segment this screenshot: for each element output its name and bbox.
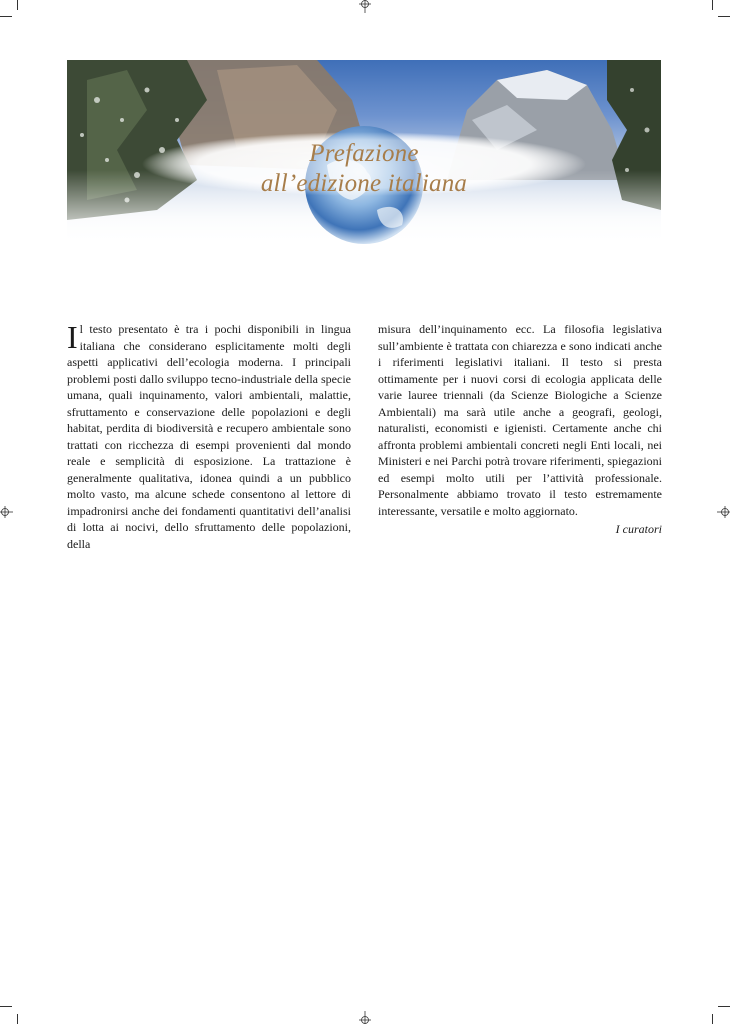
crop-mark <box>712 0 713 10</box>
drop-cap: I <box>67 319 78 355</box>
signature: I curatori <box>615 522 662 536</box>
crop-mark <box>718 16 730 17</box>
crop-mark <box>17 0 18 10</box>
paragraph-left: l testo presentato è tra i pochi disponibili in lingua italiana che considerano esplicitamente molti degli aspetti applicativi dell’ecologia moderna. I principali problemi posti dallo sviluppo tecno-industriale della specie umana, quali inquinamento, valori ambientali, malattie, sfruttamento e conservazione delle popolazioni e degli habitat, perdita di biodiversità e recupero ambientale sono trattati con ricchezza di esempi provenienti dal mondo reale e semplicità di esposizione. La trattazione è generalmente qualitativa, idonea quindi a un pubblico molto vasto, ma alcune schede consentono al lettore di impadronirsi anche dei fondamenti quantitativi dell’analisi di lotta ai nocivi, dello sfruttamento delle popolazioni, della <box>67 322 351 551</box>
header-banner <box>67 60 661 246</box>
text-column-left <box>67 321 351 552</box>
crop-mark <box>0 1006 12 1007</box>
text-column-right <box>378 321 662 538</box>
crop-mark <box>0 16 12 17</box>
crop-mark <box>712 1014 713 1024</box>
paragraph-right: misura dell’inquinamento ecc. La filosofia legislativa sull’ambiente è trattata con chiarezza e sono indicati anche i riferimenti legislativi italiani. Il testo si presta ottimamente per i nuovi corsi di ecologia applicata delle varie lauree triennali (da Scienze Biologiche a Scienze Ambientali) ma sarà utile anche a geografi, geologi, naturalisti, economisti e igienisti. Certamente anche chi affronta problemi ambientali concreti negli Enti locali, nei Ministeri e nei Parchi potrà trovare riferimenti, spiegazioni ed esempi molto utili per l’attività professionale. Personalmente abbiamo trovato il testo estremamente interessante, versatile e molto aggiornato. <box>378 322 662 518</box>
crop-mark <box>17 1014 18 1024</box>
crop-mark <box>718 1006 730 1007</box>
registration-mark-icon <box>358 0 372 14</box>
registration-mark-icon <box>358 1010 372 1024</box>
page-title-line-1: Prefazione <box>309 140 419 167</box>
registration-mark-icon <box>716 505 730 519</box>
page-title-line-2: all’edizione italiana <box>260 170 468 197</box>
registration-mark-icon <box>0 505 14 519</box>
